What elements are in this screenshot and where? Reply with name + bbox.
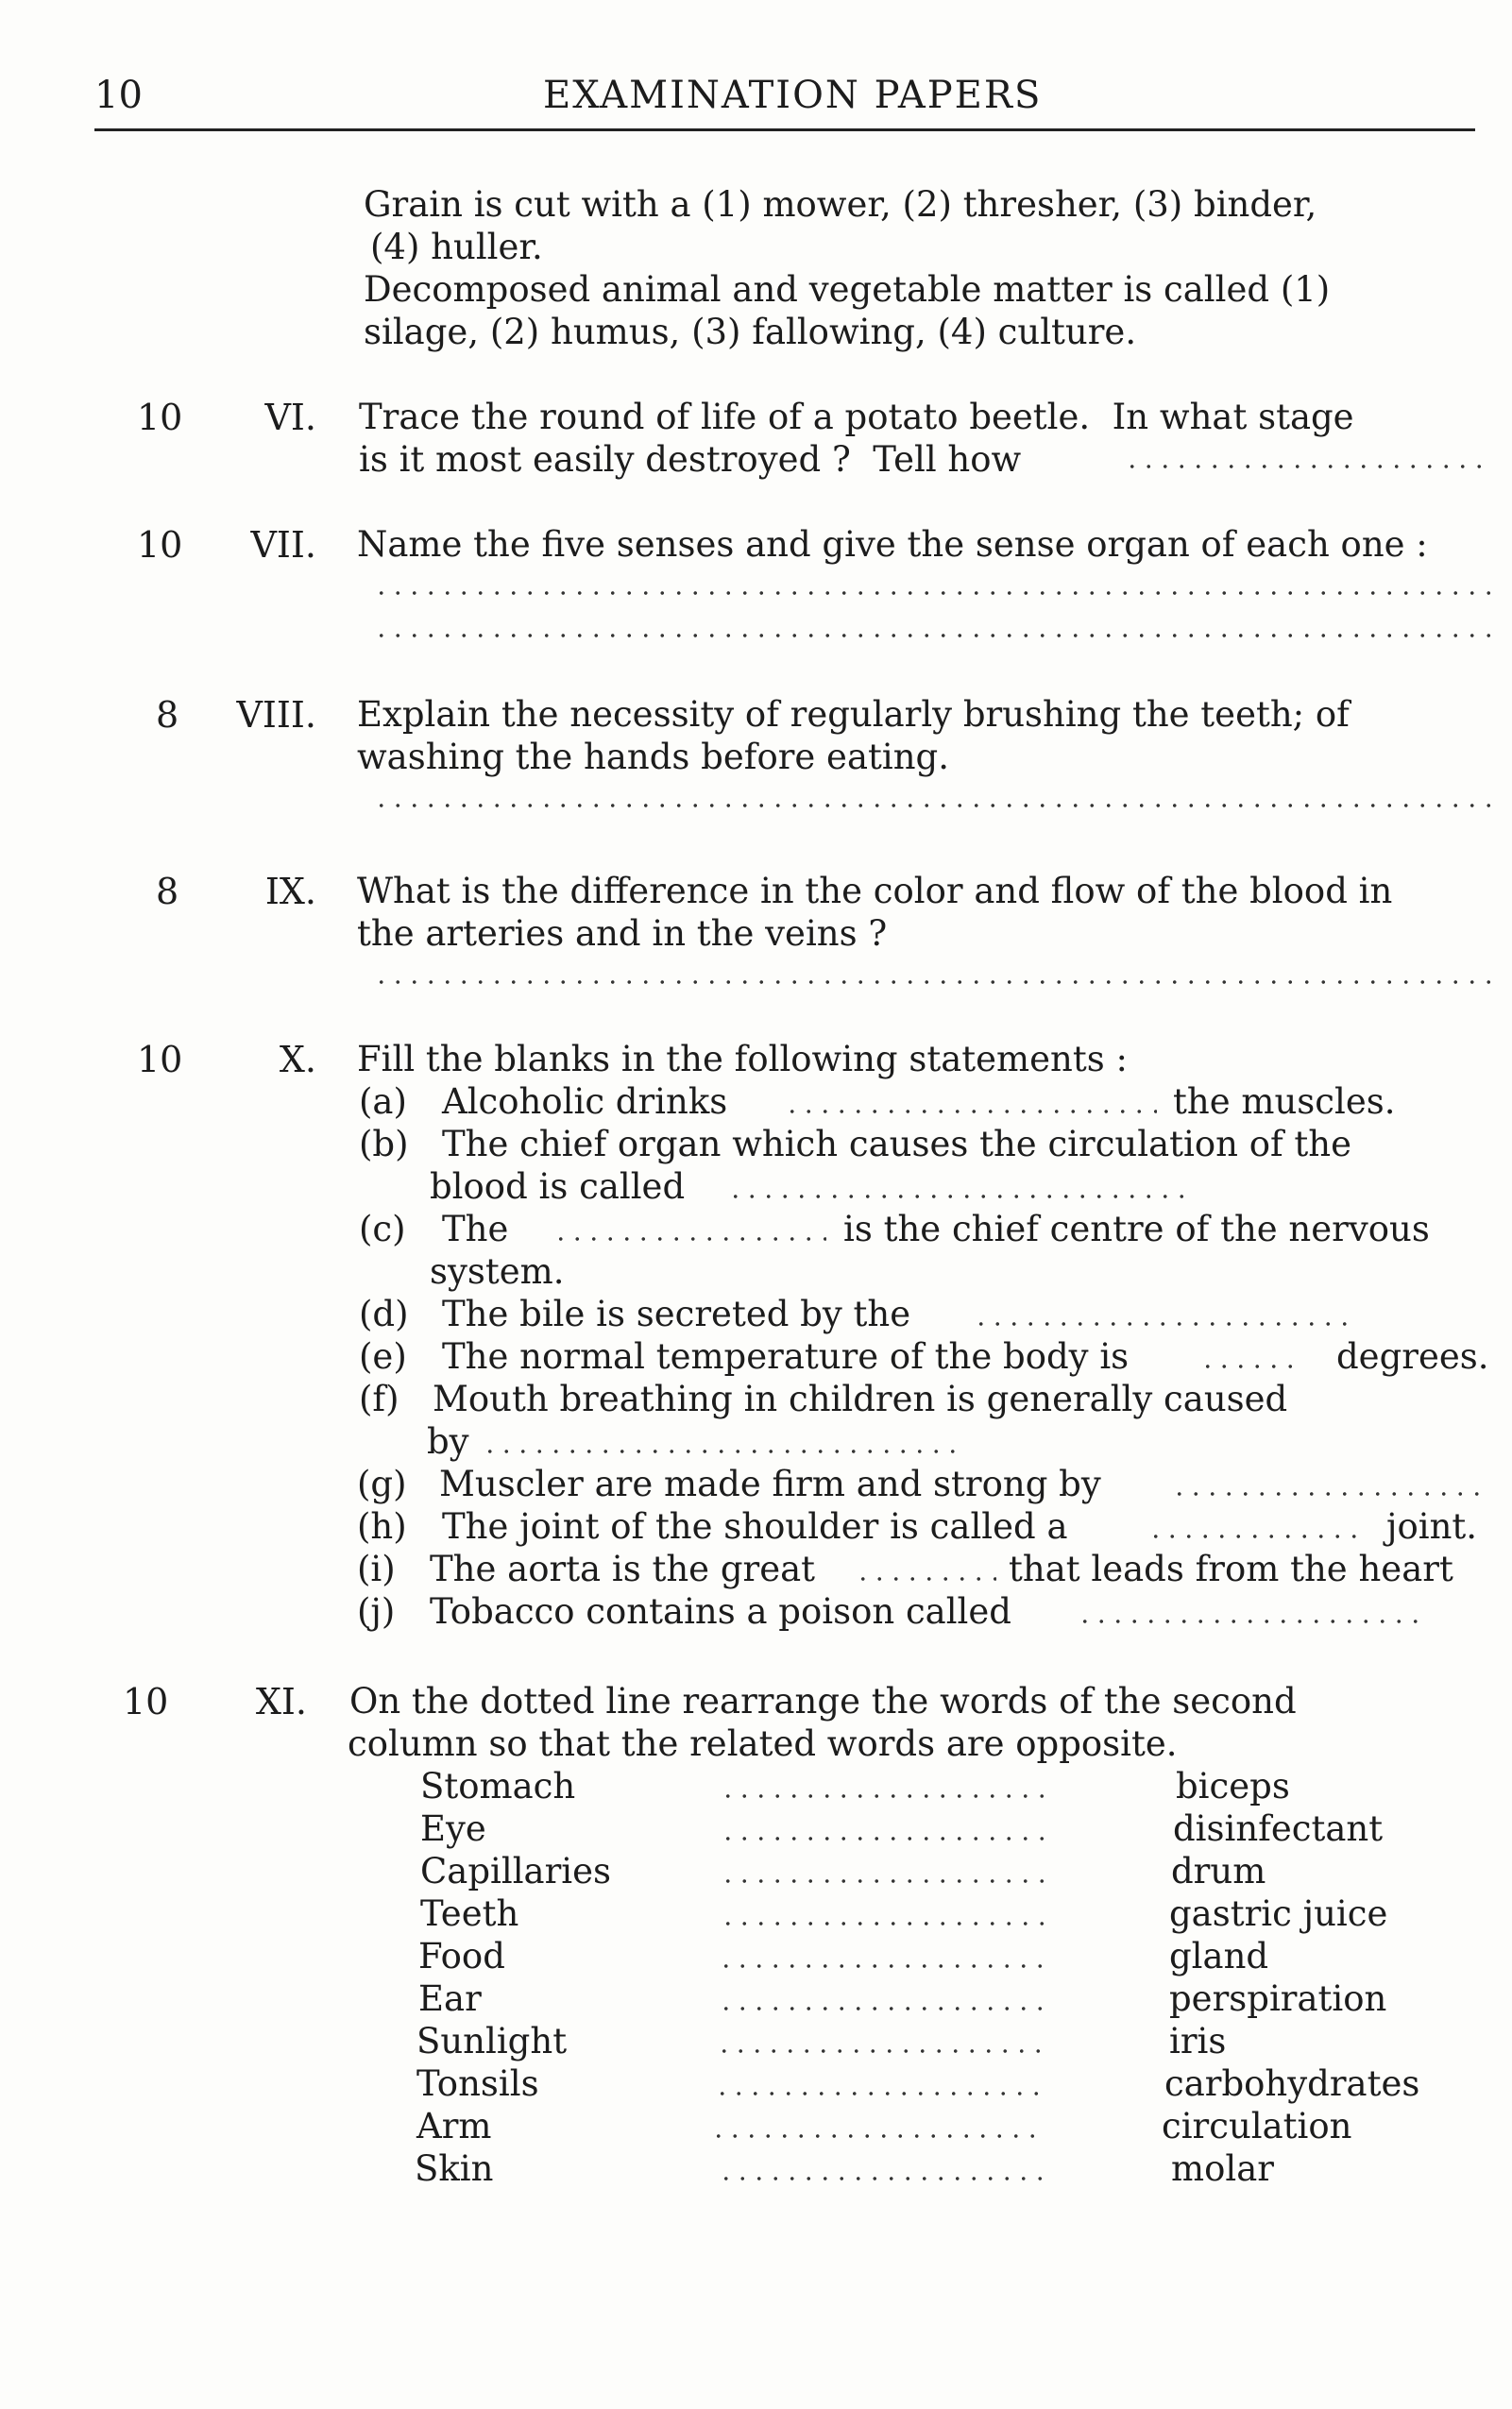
left-word: Stomach — [420, 1766, 576, 1807]
marks: 10 — [137, 397, 183, 438]
left-word: Food — [418, 1936, 505, 1976]
question-text-2: the arteries and in the veins ? — [357, 913, 888, 954]
question-number: VI. — [264, 397, 316, 438]
answer-blank[interactable] — [1147, 1535, 1360, 1538]
right-word: drum — [1171, 1851, 1266, 1892]
running-head: EXAMINATION PAPERS — [543, 74, 1043, 117]
match-line[interactable] — [710, 2134, 1041, 2138]
question-number: VII. — [250, 524, 316, 566]
question-text-1: Explain the necessity of regularly brushing the teeth; of — [357, 694, 1350, 735]
right-word: circulation — [1162, 2106, 1352, 2146]
item-label: (g) — [357, 1464, 407, 1504]
item-i-text: The aorta is the great — [430, 1549, 816, 1589]
match-line[interactable] — [718, 1964, 1048, 1968]
question-text-1: On the dotted line rearrange the words of the second — [349, 1681, 1297, 1722]
item-label: (d) — [359, 1294, 409, 1334]
item-a-after: the muscles. — [1173, 1081, 1396, 1122]
marks: 10 — [137, 524, 183, 566]
match-line[interactable] — [714, 2092, 1045, 2095]
right-word: iris — [1169, 2021, 1227, 2061]
item-label: (a) — [359, 1081, 407, 1122]
question-number: VIII. — [236, 694, 316, 736]
question-text-1: What is the difference in the color and flow of the blood in — [357, 871, 1393, 911]
header-rule — [94, 128, 1475, 131]
answer-blank[interactable] — [973, 1322, 1351, 1326]
item-c-text: The — [442, 1209, 509, 1249]
match-line[interactable] — [720, 1837, 1050, 1841]
left-word: Arm — [416, 2106, 492, 2146]
intro-line-4: silage, (2) humus, (3) fallowing, (4) culture. — [364, 312, 1137, 352]
item-label: (b) — [359, 1124, 409, 1164]
answer-line[interactable] — [373, 591, 1492, 595]
item-c-after: is the chief centre of the nervous — [843, 1209, 1430, 1249]
answer-blank[interactable] — [482, 1450, 963, 1453]
question-text-1: Trace the round of life of a potato beetle. In what stage — [359, 397, 1354, 437]
right-word: carbohydrates — [1164, 2063, 1420, 2104]
answer-blank[interactable] — [855, 1577, 996, 1581]
item-label: (h) — [357, 1506, 407, 1547]
right-word: perspiration — [1169, 1978, 1387, 2019]
item-h-after: joint. — [1386, 1506, 1478, 1547]
marks: 8 — [156, 871, 179, 912]
right-word: gastric juice — [1169, 1893, 1388, 1934]
right-word: gland — [1169, 1936, 1269, 1976]
match-line[interactable] — [718, 2007, 1048, 2010]
item-d-text: The bile is secreted by the — [442, 1294, 911, 1334]
left-word: Sunlight — [416, 2021, 568, 2061]
answer-blank[interactable] — [784, 1110, 1157, 1113]
question-text-2: is it most easily destroyed ? Tell how — [359, 439, 1022, 480]
intro-line-1: Grain is cut with a (1) mower, (2) thresher, (3) binder, — [364, 184, 1317, 225]
left-word: Eye — [420, 1808, 486, 1849]
answer-blank[interactable] — [1077, 1620, 1426, 1623]
item-e-text: The normal temperature of the body is — [442, 1336, 1130, 1377]
item-i-after: that leads from the heart — [1009, 1549, 1453, 1589]
item-f-text-1: Mouth breathing in children is generally caused — [433, 1379, 1288, 1419]
question-number: X. — [279, 1039, 316, 1080]
question-text-1: Fill the blanks in the following statements : — [357, 1039, 1128, 1079]
intro-line-2: (4) huller. — [370, 227, 543, 267]
match-line[interactable] — [720, 1794, 1050, 1798]
item-label: (e) — [359, 1336, 407, 1377]
item-g-text: Muscler are made firm and strong by — [439, 1464, 1101, 1504]
question-text-1: Name the five senses and give the sense organ of each one : — [357, 524, 1428, 565]
answer-blank[interactable] — [1171, 1492, 1483, 1496]
marks: 10 — [137, 1039, 183, 1080]
match-line[interactable] — [716, 2049, 1046, 2053]
answer-line[interactable] — [373, 980, 1492, 984]
item-label: (j) — [357, 1591, 396, 1632]
item-b-text-2: blood is called — [430, 1166, 686, 1207]
item-f-text-2: by — [427, 1421, 469, 1462]
left-word: Tonsils — [416, 2063, 539, 2104]
answer-blank[interactable] — [1199, 1365, 1303, 1368]
item-c-text-2: system. — [430, 1251, 565, 1292]
answer-blank[interactable] — [727, 1195, 1190, 1198]
marks: 8 — [156, 694, 179, 736]
left-word: Ear — [418, 1978, 482, 2019]
answer-line[interactable] — [373, 804, 1492, 807]
answer-blank[interactable] — [552, 1237, 826, 1241]
match-line[interactable] — [720, 1879, 1050, 1883]
match-line[interactable] — [720, 1922, 1050, 1926]
right-word: molar — [1171, 2148, 1274, 2189]
item-e-after: degrees. — [1336, 1336, 1489, 1377]
marks: 10 — [123, 1681, 169, 1722]
right-word: disinfectant — [1173, 1808, 1384, 1849]
match-line[interactable] — [718, 2177, 1048, 2180]
item-h-text: The joint of the shoulder is called a — [442, 1506, 1068, 1547]
question-text-2: washing the hands before eating. — [357, 737, 949, 777]
item-label: (f) — [359, 1379, 399, 1419]
answer-blank[interactable] — [1124, 465, 1492, 468]
left-word: Skin — [415, 2148, 494, 2189]
item-label: (i) — [357, 1549, 396, 1589]
left-word: Capillaries — [420, 1851, 612, 1892]
item-a-text: Alcoholic drinks — [442, 1081, 728, 1122]
question-number: XI. — [255, 1681, 307, 1722]
item-j-text: Tobacco contains a poison called — [430, 1591, 1011, 1632]
page-number: 10 — [94, 74, 143, 117]
item-label: (c) — [359, 1209, 406, 1249]
right-word: biceps — [1176, 1766, 1290, 1807]
item-b-text-1: The chief organ which causes the circulation of the — [442, 1124, 1352, 1164]
intro-line-3: Decomposed animal and vegetable matter is called (1) — [364, 269, 1331, 310]
question-text-2: column so that the related words are opposite. — [348, 1723, 1178, 1764]
answer-line[interactable] — [373, 634, 1492, 637]
left-word: Teeth — [420, 1893, 519, 1934]
question-number: IX. — [264, 871, 316, 912]
